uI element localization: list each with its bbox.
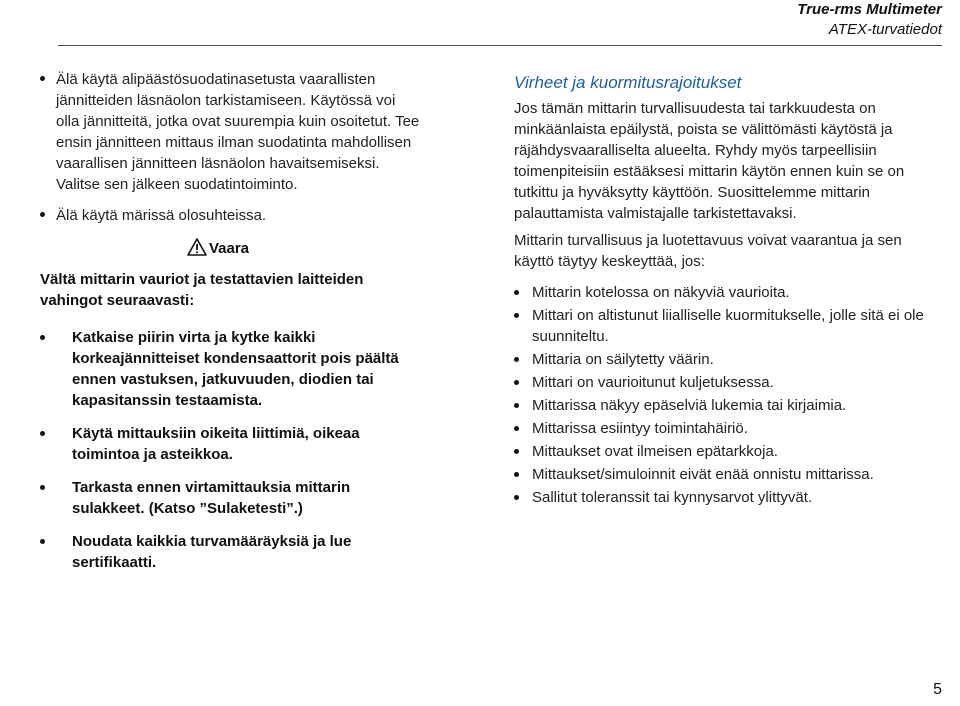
document-title: True-rms Multimeter xyxy=(797,1,942,18)
condition-list xyxy=(514,282,944,508)
list-item-text: Mittarissa näkyy epäselviä lukemia tai kirjaimia. xyxy=(532,397,847,414)
list-item xyxy=(40,423,420,465)
paragraph: Mittarin turvallisuus ja luotettavuus voivat vaarantua ja sen käyttö täytyy keskeyttää, jos: xyxy=(514,232,902,270)
page-number: 5 xyxy=(933,681,942,698)
bullet-icon xyxy=(40,431,45,436)
caution-list xyxy=(40,69,420,226)
left-column xyxy=(40,69,420,573)
list-item-text: Mittaria on säilytetty väärin. xyxy=(532,351,714,368)
header-divider xyxy=(58,45,942,46)
list-item xyxy=(40,477,420,519)
bullet-icon xyxy=(40,335,45,340)
warning-heading xyxy=(40,238,420,259)
bullet-icon xyxy=(514,495,519,500)
list-item xyxy=(40,69,420,195)
list-item xyxy=(514,349,944,370)
section-subtitle: ATEX-turvatiedot xyxy=(828,21,942,38)
bullet-icon xyxy=(40,539,45,544)
list-item-text: Katkaise piirin virta ja kytke kaikki korkeajännitteiset kondensaattorit pois päältä ennen vastuksen, jatkuvuuden, diodien tai kapasitanssin testaamista. xyxy=(72,329,399,409)
bullet-icon xyxy=(514,403,519,408)
warning-label: Vaara xyxy=(208,240,250,257)
list-item-text: Sallitut toleranssit tai kynnysarvot ylittyvät. xyxy=(532,489,813,506)
warning-triangle-icon xyxy=(187,238,207,256)
list-item-text: Mittaukset ovat ilmeisen epätarkkoja. xyxy=(532,443,778,460)
list-item xyxy=(514,441,944,462)
list-item-text: Mittaukset/simuloinnit eivät enää onnistu mittarissa. xyxy=(532,466,874,483)
warning-intro: Vältä mittarin vauriot ja testattavien laitteiden vahingot seuraavasti: xyxy=(40,271,364,309)
list-item-text: Mittarissa esiintyy toimintahäiriö. xyxy=(532,420,748,437)
list-item xyxy=(514,487,944,508)
list-item xyxy=(514,395,944,416)
list-item xyxy=(514,418,944,439)
list-item-text: Noudata kaikkia turvamääräyksiä ja lue sertifikaatti. xyxy=(72,533,352,571)
right-column xyxy=(514,72,944,508)
bullet-icon xyxy=(514,472,519,477)
list-item xyxy=(514,464,944,485)
list-item-text: Tarkasta ennen virtamittauksia mittarin sulakkeet. (Katso ”Sulaketesti”.) xyxy=(72,479,351,517)
list-item xyxy=(514,282,944,303)
bullet-icon xyxy=(40,76,45,81)
list-item-text: Mittarin kotelossa on näkyviä vaurioita. xyxy=(532,284,790,301)
warning-list xyxy=(40,327,420,573)
list-item-text: Mittari on altistunut liialliselle kuormitukselle, jolle sitä ei ole suunniteltu. xyxy=(532,307,924,345)
list-item xyxy=(40,531,420,573)
bullet-icon xyxy=(514,426,519,431)
list-item-text: Älä käytä märissä olosuhteissa. xyxy=(56,207,267,224)
bullet-icon xyxy=(514,380,519,385)
list-item xyxy=(40,205,420,226)
list-item-text: Käytä mittauksiin oikeita liittimiä, oikeaa toimintoa ja asteikkoa. xyxy=(72,425,360,463)
bullet-icon xyxy=(40,212,45,217)
list-item xyxy=(514,305,944,347)
list-item xyxy=(40,327,420,411)
list-item-text: Mittari on vaurioitunut kuljetuksessa. xyxy=(532,374,774,391)
bullet-icon xyxy=(514,290,519,295)
section-heading: Virheet ja kuormitusrajoitukset xyxy=(514,73,742,92)
bullet-icon xyxy=(514,357,519,362)
list-item xyxy=(514,372,944,393)
list-item-text: Älä käytä alipäästösuodatinasetusta vaarallisten jännitteiden läsnäolon tarkistamiseen. Käytössä voi olla jännitteitä, jotka ovat suurempia kuin osoitetut. Tee ensin jännitteen mittaus ilman suodatinta mahdollisen vaarallisen jännitteen läsnäolon havaitsemiseksi. Valitse sen jälkeen suodatintoiminto. xyxy=(56,71,420,193)
bullet-icon xyxy=(514,313,519,318)
bullet-icon xyxy=(40,485,45,490)
paragraph: Jos tämän mittarin turvallisuudesta tai tarkkuudesta on minkäänlaista epäilystä, poista se välittömästi käytöstä ja räjähdysvaaralliselta alueelta. Ryhdy myös tarpeellisiin toimenpiteisiin estääksesi mittarin käytön ennen kuin se on tutkittu ja hyväksytty käyttöön. Suosittelemme mittarin palauttamista valmistajalle tarkistettavaksi. xyxy=(514,100,905,222)
bullet-icon xyxy=(514,449,519,454)
